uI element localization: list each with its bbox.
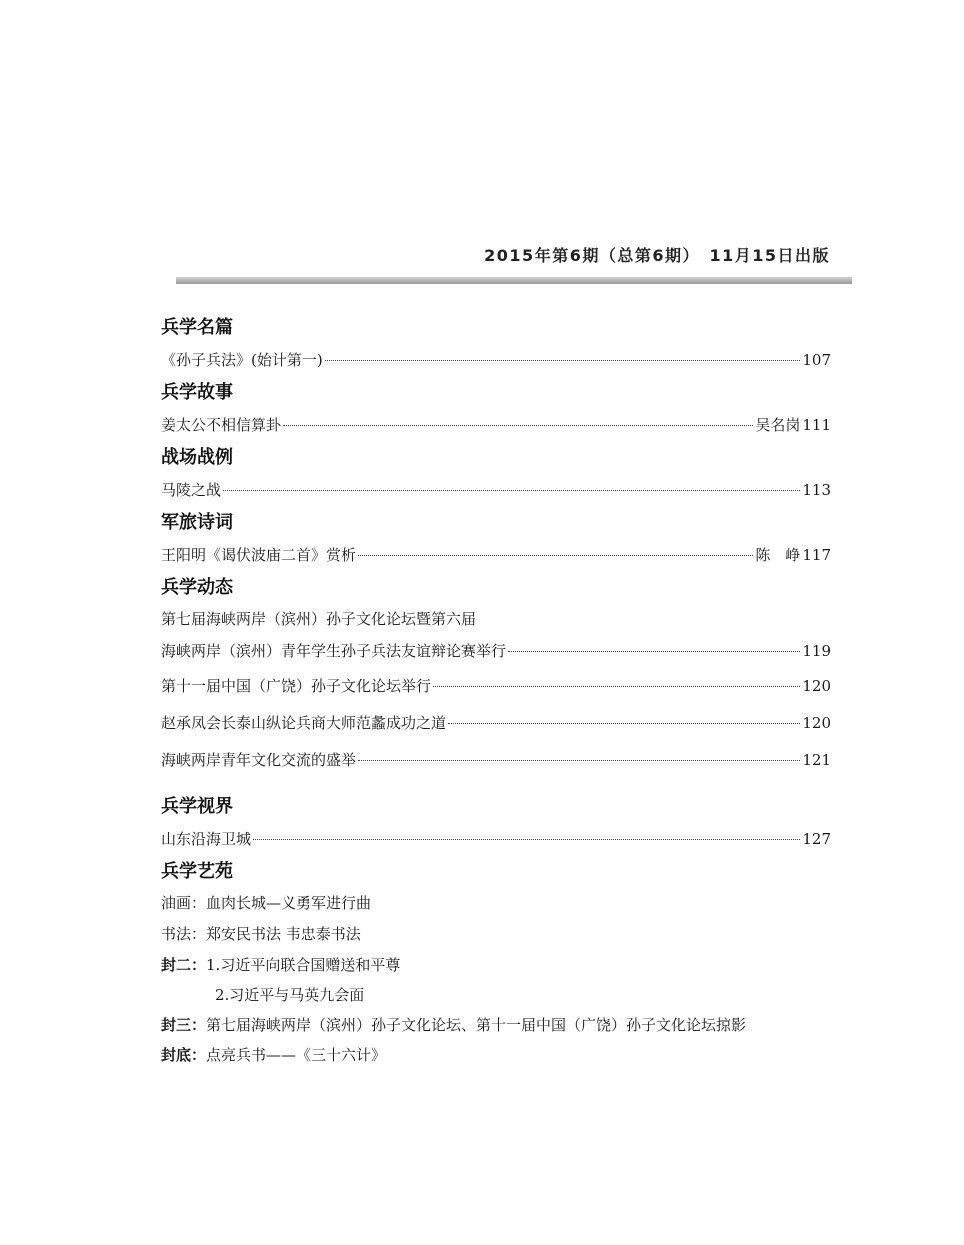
entry-title: 《孙子兵法》(始计第一)	[161, 351, 323, 369]
page-number: 117	[802, 546, 831, 564]
art-line: 书法：郑安民书法 韦忠泰书法	[161, 925, 361, 943]
section-title: 兵学名篇	[161, 317, 233, 338]
table-of-contents	[161, 312, 831, 1070]
dot-leader	[325, 360, 801, 361]
section-title: 兵学视界	[161, 796, 233, 817]
cover2-row-continued	[161, 980, 831, 1010]
cover3-text: 第七届海峡两岸（滨州）孙子文化论坛、第十一届中国（广饶）孙子文化论坛掠影	[206, 1016, 747, 1034]
dot-leader	[448, 723, 800, 724]
entry-author: 吴名岗	[755, 416, 801, 434]
page-number: 120	[802, 677, 831, 695]
dot-leader	[433, 686, 800, 687]
dot-leader	[358, 760, 800, 761]
cover2-row	[161, 950, 831, 980]
cover2-line: 2.习近平与马英九会面	[215, 986, 365, 1004]
toc-entry[interactable]	[161, 823, 831, 856]
page-number: 127	[802, 830, 831, 848]
entry-title: 海峡两岸（滨州）青年学生孙子兵法友谊辩论赛举行	[161, 642, 507, 660]
dot-leader	[508, 651, 800, 652]
cover3-row	[161, 1010, 831, 1040]
entry-title: 姜太公不相信算卦	[161, 416, 282, 434]
dot-leader	[253, 839, 800, 840]
back-cover-text: 点亮兵书——《三十六计》	[206, 1046, 387, 1064]
cover3-label: 封三：	[161, 1016, 207, 1034]
toc-entry[interactable]	[161, 474, 831, 507]
page-number: 119	[802, 642, 831, 660]
entry-title: 山东沿海卫城	[161, 830, 252, 848]
page-number: 111	[802, 416, 831, 434]
issue-header	[176, 243, 852, 284]
back-cover-label: 封底：	[161, 1046, 207, 1064]
dot-leader	[358, 555, 753, 556]
section-gap	[161, 779, 831, 791]
entry-lead-line: 第七届海峡两岸（滨州）孙子文化论坛暨第六届	[161, 610, 477, 628]
entry-title: 王阳明《谒伏波庙二首》赏析	[161, 546, 357, 564]
entry-title: 海峡两岸青年文化交流的盛举	[161, 751, 357, 769]
cover2-label: 封二：	[161, 956, 207, 974]
section-title: 兵学动态	[161, 577, 233, 598]
issue-line: 2015年第6期（总第6期） 11月15日出版	[484, 246, 830, 265]
toc-entry[interactable]	[161, 409, 831, 442]
entry-author: 陈 峥	[755, 546, 801, 564]
entry-title: 赵承凤会长泰山纵论兵商大师范蠡成功之道	[161, 714, 447, 732]
page-number: 113	[802, 481, 831, 499]
cover2-line: 1.习近平向联合国赠送和平尊	[206, 956, 401, 974]
toc-entry[interactable]	[161, 635, 831, 668]
section-title: 战场战例	[161, 447, 233, 468]
section-title: 兵学艺苑	[161, 861, 233, 882]
section-title: 兵学故事	[161, 382, 233, 403]
toc-entry[interactable]	[161, 705, 831, 742]
art-line: 油画：血肉长城—义勇军进行曲	[161, 894, 372, 912]
toc-entry[interactable]	[161, 742, 831, 779]
dot-leader	[283, 425, 753, 426]
page-number: 120	[802, 714, 831, 732]
toc-entry[interactable]	[161, 344, 831, 377]
back-cover-row	[161, 1040, 831, 1070]
entry-title: 马陵之战	[161, 481, 222, 499]
toc-entry[interactable]	[161, 668, 831, 705]
section-title: 军旅诗词	[161, 512, 233, 533]
toc-entry[interactable]	[161, 539, 831, 572]
entry-title: 第十一届中国（广饶）孙子文化论坛举行	[161, 677, 432, 695]
page-number: 107	[802, 351, 831, 369]
header-rule	[176, 277, 852, 284]
dot-leader	[223, 490, 800, 491]
page-number: 121	[802, 751, 831, 769]
